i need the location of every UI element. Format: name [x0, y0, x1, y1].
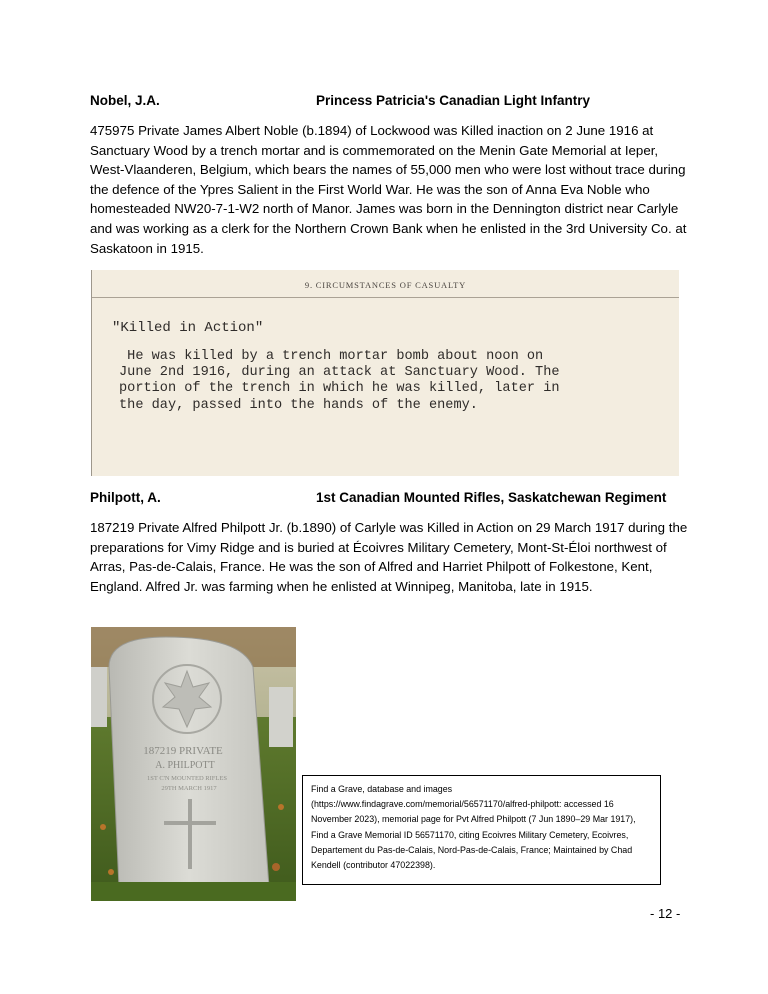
headstone-line-2: A. PHILPOTT: [155, 760, 215, 771]
casualty-card-header: 9. CIRCUMSTANCES OF CASUALTY: [304, 280, 467, 290]
entry-regiment: 1st Canadian Mounted Rifles, Saskatchewan Regiment: [316, 490, 667, 505]
headstone-line-3: 1ST C'N MOUNTED RIFLES: [147, 775, 227, 782]
page-number: - 12 -: [650, 906, 681, 921]
entry-regiment: Princess Patricia's Canadian Light Infantry: [316, 93, 591, 108]
entry-text-philpott: 187219 Private Alfred Philpott Jr. (b.1890) of Carlyle was Killed in Action on 29 March 1917 during the preparations for Vimy Ridge and is buried at Écoivres Military Cemetery, Mont-St-Éloi northwest of Arras, Pas-de-Calais, France. He was the son of Alfred and Harriet Philpott of Folkestone, Kent, England. Alfred Jr. was farming when he enlisted at Winnipeg, Manitoba, late in 1915.: [90, 520, 688, 594]
headstone-line-4: 29TH MARCH 1917: [161, 785, 217, 792]
casualty-card-title: "Killed in Action": [112, 320, 264, 336]
photo-caption: Find a Grave, database and images (https://www.findagrave.com/memorial/56571170/alfred-philpott: accessed 16 November 2023), memorial page for Pvt Alfred Philpott (7 Jun 1890–29 Mar 1917), Find a Grave Memorial ID 56571170, citing Ecoivres Military Cemetery, Ecoivres, Departement du Pas-de-Calais, Nord-Pas-de-Calais, France; Maintained by Chad Kendell (contributor 47022398).: [302, 775, 661, 885]
headstone-line-1: 187219 PRIVATE: [143, 745, 223, 757]
headstone-photo: [91, 627, 296, 901]
entry-name: Nobel, J.A.: [90, 93, 160, 108]
entry-heading-noble: [90, 93, 591, 108]
entry-heading-philpott: [90, 490, 667, 505]
casualty-card-body: He was killed by a trench mortar bomb about noon on June 2nd 1916, during an attack at Sanctuary Wood. The portion of the trench in which he was killed, later in the day, passed into the hands of the enemy.: [119, 349, 560, 413]
casualty-card: [91, 270, 679, 476]
entry-name: Philpott, A.: [90, 490, 161, 505]
entry-text-noble: 475975 Private James Albert Noble (b.1894) of Lockwood was Killed inaction on 2 June 1916 at Sanctuary Wood by a trench mortar and is commemorated on the Menin Gate Memorial at Ieper, West-Vlaanderen, Belgium, which bears the names of 55,000 men who were lost without trace during the defence of the Ypres Salient in the First World War. He was the son of Anna Eva Noble who homesteaded NW20-7-1-W2 north of Manor. James was born in the Dennington district near Carlyle and was working as a clerk for the Northern Crown Bank when he enlisted in the 3rd University Co. at Saskatoon in 1915.: [90, 123, 687, 256]
casualty-card-rule: [92, 297, 679, 298]
